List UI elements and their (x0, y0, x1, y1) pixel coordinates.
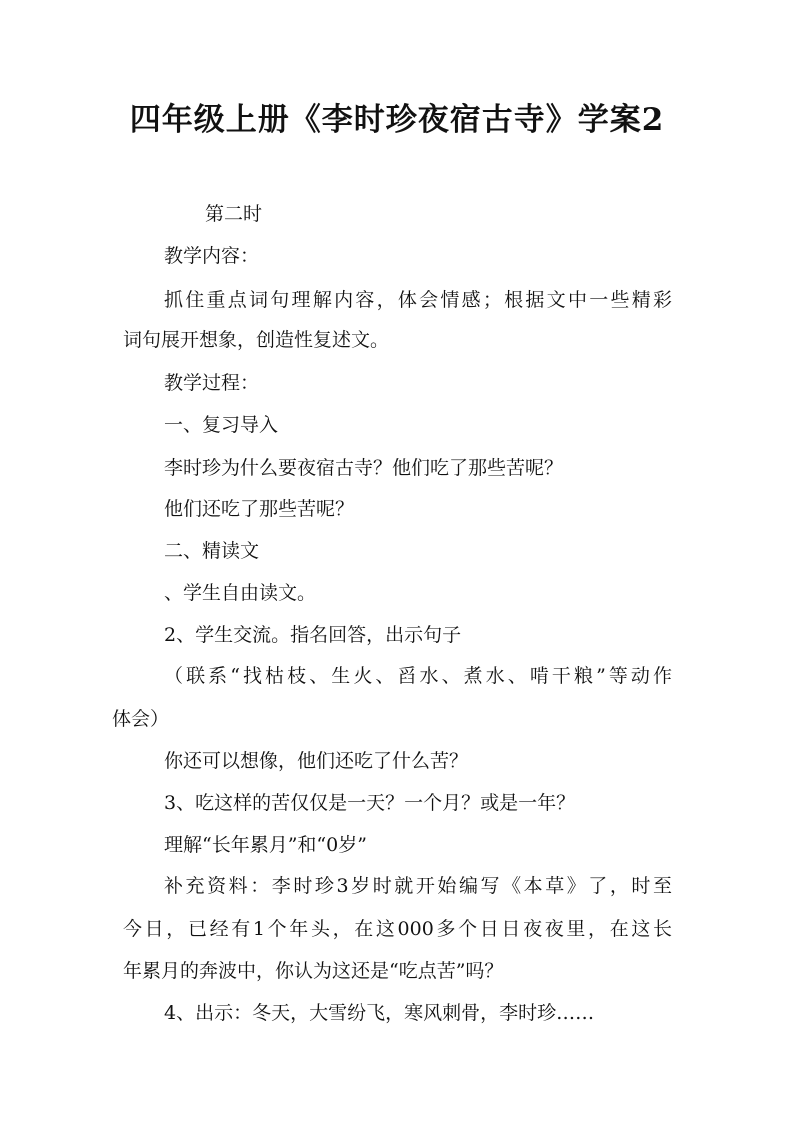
paragraph-line: 年累月的奔波中，你认为这还是“吃点苦”吗？ (123, 960, 504, 982)
lesson-period: 第二时 (205, 203, 263, 225)
paragraph-line: 补充资料：李时珍3岁时就开始编写《本草》了，时至 (164, 875, 672, 897)
document-title: 四年级上册《李时珍夜宿古寺》学案2 (129, 102, 665, 138)
paragraph-line: 4、出示：冬天，大雪纷飞，寒风刺骨，李时珍…… (164, 1002, 595, 1024)
paragraph-line: （联系“找枯枝、生火、舀水、煮水、啃干粮”等动作 (164, 665, 672, 687)
step-heading: 二、精读文 (164, 540, 260, 562)
paragraph-line: 抓住重点词句理解内容，体会情感；根据文中一些精彩 (164, 289, 672, 311)
paragraph-line: 理解“长年累月”和“0岁” (164, 834, 367, 856)
paragraph-line: 你还可以想像，他们还吃了什么苦？ (164, 750, 469, 772)
step-heading: 一、复习导入 (164, 414, 279, 436)
paragraph-line: 体会） (112, 708, 170, 730)
paragraph-line: 、学生自由读文。 (164, 582, 317, 604)
paragraph-line: 他们还吃了那些苦呢？ (164, 498, 355, 520)
section-heading-process: 教学过程： (164, 372, 260, 394)
paragraph-line: 词句展开想象，创造性复述文。 (123, 329, 390, 351)
paragraph-line: 今日，已经有1个年头，在这000多个日日夜夜里，在这长 (123, 918, 672, 940)
section-heading-content: 教学内容： (164, 245, 260, 267)
paragraph-line: 3、吃这样的苦仅仅是一天？一个月？或是一年？ (164, 792, 576, 814)
paragraph-line: 2、学生交流。指名回答，出示句子 (164, 624, 462, 646)
paragraph-line: 李时珍为什么要夜宿古寺？他们吃了那些苦呢？ (164, 457, 564, 479)
